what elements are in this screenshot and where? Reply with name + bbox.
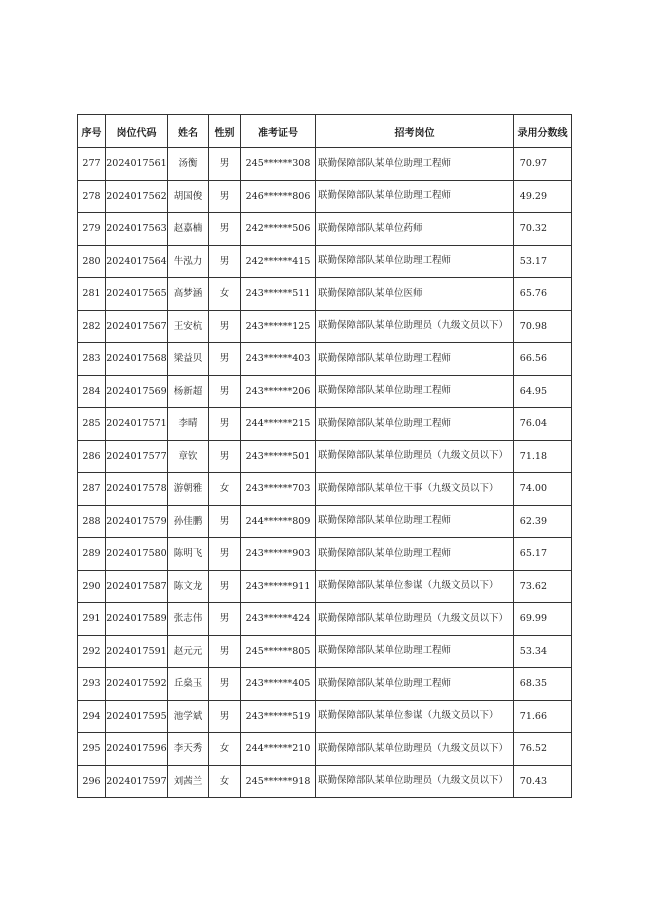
table-row xyxy=(78,538,572,571)
cell-seq: 279 xyxy=(78,213,106,246)
table-row xyxy=(78,213,572,246)
cell-name: 赵元元 xyxy=(168,635,209,668)
table-row xyxy=(78,278,572,311)
cell-seq: 291 xyxy=(78,603,106,636)
cell-ticket: 243******911 xyxy=(241,570,316,603)
table-row xyxy=(78,733,572,766)
cell-ticket: 245******805 xyxy=(241,635,316,668)
cell-code: 2024017597 xyxy=(106,765,168,798)
cell-seq: 278 xyxy=(78,180,106,213)
cell-gender: 女 xyxy=(209,278,241,311)
cell-name: 张志伟 xyxy=(168,603,209,636)
cell-gender: 女 xyxy=(209,473,241,506)
cell-gender: 男 xyxy=(209,570,241,603)
cell-name: 李晴 xyxy=(168,408,209,441)
cell-seq: 285 xyxy=(78,408,106,441)
cell-seq: 294 xyxy=(78,700,106,733)
cell-code: 2024017591 xyxy=(106,635,168,668)
cell-job: 联勤保障部队某单位助理工程师 xyxy=(316,668,514,701)
cell-gender: 男 xyxy=(209,343,241,376)
table-header xyxy=(78,115,572,148)
table-row xyxy=(78,473,572,506)
header-score: 录用分数线 xyxy=(514,115,572,148)
cell-code: 2024017587 xyxy=(106,570,168,603)
cell-seq: 287 xyxy=(78,473,106,506)
cell-gender: 男 xyxy=(209,180,241,213)
cell-name: 李天秀 xyxy=(168,733,209,766)
cell-seq: 293 xyxy=(78,668,106,701)
cell-job: 联勤保障部队某单位助理工程师 xyxy=(316,538,514,571)
cell-name: 陈文龙 xyxy=(168,570,209,603)
cell-gender: 男 xyxy=(209,635,241,668)
cell-gender: 男 xyxy=(209,375,241,408)
cell-score: 65.76 xyxy=(514,278,572,311)
cell-code: 2024017596 xyxy=(106,733,168,766)
cell-job: 联勤保障部队某单位助理员（九级文员以下） xyxy=(316,440,514,473)
cell-code: 2024017562 xyxy=(106,180,168,213)
cell-job: 联勤保障部队某单位药师 xyxy=(316,213,514,246)
cell-code: 2024017589 xyxy=(106,603,168,636)
cell-code: 2024017579 xyxy=(106,505,168,538)
cell-code: 2024017561 xyxy=(106,148,168,181)
header-gender: 性别 xyxy=(209,115,241,148)
cell-seq: 281 xyxy=(78,278,106,311)
cell-code: 2024017592 xyxy=(106,668,168,701)
cell-job: 联勤保障部队某单位助理工程师 xyxy=(316,408,514,441)
cell-job: 联勤保障部队某单位参谋（九级文员以下） xyxy=(316,570,514,603)
cell-seq: 288 xyxy=(78,505,106,538)
table-row xyxy=(78,148,572,181)
header-job: 招考岗位 xyxy=(316,115,514,148)
cell-gender: 男 xyxy=(209,538,241,571)
cell-name: 杨新超 xyxy=(168,375,209,408)
cell-score: 71.18 xyxy=(514,440,572,473)
cell-ticket: 244******210 xyxy=(241,733,316,766)
cell-score: 76.04 xyxy=(514,408,572,441)
cell-seq: 284 xyxy=(78,375,106,408)
table-row xyxy=(78,180,572,213)
table-row xyxy=(78,700,572,733)
cell-name: 章钦 xyxy=(168,440,209,473)
cell-job: 联勤保障部队某单位参谋（九级文员以下） xyxy=(316,700,514,733)
cell-name: 陈明飞 xyxy=(168,538,209,571)
cell-code: 2024017569 xyxy=(106,375,168,408)
table-body xyxy=(78,148,572,798)
cell-code: 2024017564 xyxy=(106,245,168,278)
header-seq: 序号 xyxy=(78,115,106,148)
cell-ticket: 243******424 xyxy=(241,603,316,636)
cell-seq: 292 xyxy=(78,635,106,668)
cell-ticket: 244******809 xyxy=(241,505,316,538)
table-row xyxy=(78,570,572,603)
cell-ticket: 243******206 xyxy=(241,375,316,408)
cell-job: 联勤保障部队某单位助理工程师 xyxy=(316,343,514,376)
cell-name: 赵嘉楠 xyxy=(168,213,209,246)
table-row xyxy=(78,635,572,668)
cell-job: 联勤保障部队某单位干事（九级文员以下） xyxy=(316,473,514,506)
cell-gender: 男 xyxy=(209,408,241,441)
cell-seq: 295 xyxy=(78,733,106,766)
cell-code: 2024017567 xyxy=(106,310,168,343)
cell-gender: 男 xyxy=(209,700,241,733)
cell-gender: 女 xyxy=(209,765,241,798)
cell-ticket: 243******703 xyxy=(241,473,316,506)
cell-score: 62.39 xyxy=(514,505,572,538)
table-row xyxy=(78,603,572,636)
cell-ticket: 243******125 xyxy=(241,310,316,343)
cell-seq: 280 xyxy=(78,245,106,278)
header-row xyxy=(78,115,572,148)
cell-job: 联勤保障部队某单位助理员（九级文员以下） xyxy=(316,733,514,766)
table-row xyxy=(78,440,572,473)
cell-ticket: 243******501 xyxy=(241,440,316,473)
cell-ticket: 243******519 xyxy=(241,700,316,733)
cell-code: 2024017565 xyxy=(106,278,168,311)
table-row xyxy=(78,310,572,343)
cell-ticket: 243******405 xyxy=(241,668,316,701)
table-row xyxy=(78,765,572,798)
cell-ticket: 246******806 xyxy=(241,180,316,213)
cell-job: 联勤保障部队某单位助理工程师 xyxy=(316,505,514,538)
cell-ticket: 243******511 xyxy=(241,278,316,311)
cell-gender: 男 xyxy=(209,148,241,181)
cell-score: 64.95 xyxy=(514,375,572,408)
cell-name: 游朝雅 xyxy=(168,473,209,506)
cell-ticket: 242******415 xyxy=(241,245,316,278)
header-ticket: 准考证号 xyxy=(241,115,316,148)
cell-score: 71.66 xyxy=(514,700,572,733)
cell-name: 胡国俊 xyxy=(168,180,209,213)
cell-name: 汤衡 xyxy=(168,148,209,181)
cell-score: 53.17 xyxy=(514,245,572,278)
cell-score: 49.29 xyxy=(514,180,572,213)
cell-score: 70.98 xyxy=(514,310,572,343)
cell-job: 联勤保障部队某单位助理工程师 xyxy=(316,635,514,668)
cell-code: 2024017563 xyxy=(106,213,168,246)
cell-gender: 男 xyxy=(209,310,241,343)
cell-job: 联勤保障部队某单位助理员（九级文员以下） xyxy=(316,603,514,636)
cell-job: 联勤保障部队某单位助理员（九级文员以下） xyxy=(316,765,514,798)
cell-score: 70.43 xyxy=(514,765,572,798)
cell-job: 联勤保障部队某单位助理工程师 xyxy=(316,180,514,213)
header-code: 岗位代码 xyxy=(106,115,168,148)
table-row xyxy=(78,375,572,408)
table-row xyxy=(78,505,572,538)
cell-name: 高梦涵 xyxy=(168,278,209,311)
cell-job: 联勤保障部队某单位医师 xyxy=(316,278,514,311)
cell-score: 65.17 xyxy=(514,538,572,571)
cell-name: 丘燊玉 xyxy=(168,668,209,701)
table-row xyxy=(78,245,572,278)
cell-score: 74.00 xyxy=(514,473,572,506)
table-row xyxy=(78,408,572,441)
cell-gender: 男 xyxy=(209,505,241,538)
cell-name: 王安杭 xyxy=(168,310,209,343)
cell-name: 刘茜兰 xyxy=(168,765,209,798)
cell-name: 梁益贝 xyxy=(168,343,209,376)
cell-score: 70.32 xyxy=(514,213,572,246)
cell-code: 2024017595 xyxy=(106,700,168,733)
table-row xyxy=(78,668,572,701)
cell-seq: 277 xyxy=(78,148,106,181)
cell-ticket: 244******215 xyxy=(241,408,316,441)
cell-gender: 男 xyxy=(209,603,241,636)
results-table xyxy=(77,114,572,798)
cell-seq: 283 xyxy=(78,343,106,376)
cell-score: 70.97 xyxy=(514,148,572,181)
cell-score: 66.56 xyxy=(514,343,572,376)
cell-score: 68.35 xyxy=(514,668,572,701)
cell-code: 2024017568 xyxy=(106,343,168,376)
cell-gender: 男 xyxy=(209,245,241,278)
header-name: 姓名 xyxy=(168,115,209,148)
cell-job: 联勤保障部队某单位助理工程师 xyxy=(316,375,514,408)
cell-score: 69.99 xyxy=(514,603,572,636)
cell-seq: 289 xyxy=(78,538,106,571)
cell-job: 联勤保障部队某单位助理员（九级文员以下） xyxy=(316,310,514,343)
cell-name: 池学斌 xyxy=(168,700,209,733)
cell-gender: 男 xyxy=(209,213,241,246)
cell-name: 孙佳鹏 xyxy=(168,505,209,538)
cell-ticket: 243******903 xyxy=(241,538,316,571)
cell-name: 牛泓力 xyxy=(168,245,209,278)
cell-code: 2024017580 xyxy=(106,538,168,571)
cell-job: 联勤保障部队某单位助理工程师 xyxy=(316,148,514,181)
cell-ticket: 245******308 xyxy=(241,148,316,181)
cell-ticket: 242******506 xyxy=(241,213,316,246)
cell-gender: 男 xyxy=(209,668,241,701)
cell-seq: 286 xyxy=(78,440,106,473)
cell-seq: 290 xyxy=(78,570,106,603)
cell-seq: 282 xyxy=(78,310,106,343)
cell-score: 73.62 xyxy=(514,570,572,603)
cell-seq: 296 xyxy=(78,765,106,798)
cell-gender: 男 xyxy=(209,440,241,473)
cell-score: 76.52 xyxy=(514,733,572,766)
cell-gender: 女 xyxy=(209,733,241,766)
cell-ticket: 243******403 xyxy=(241,343,316,376)
table-row xyxy=(78,343,572,376)
cell-code: 2024017578 xyxy=(106,473,168,506)
cell-job: 联勤保障部队某单位助理工程师 xyxy=(316,245,514,278)
cell-score: 53.34 xyxy=(514,635,572,668)
cell-ticket: 245******918 xyxy=(241,765,316,798)
cell-code: 2024017577 xyxy=(106,440,168,473)
cell-code: 2024017571 xyxy=(106,408,168,441)
